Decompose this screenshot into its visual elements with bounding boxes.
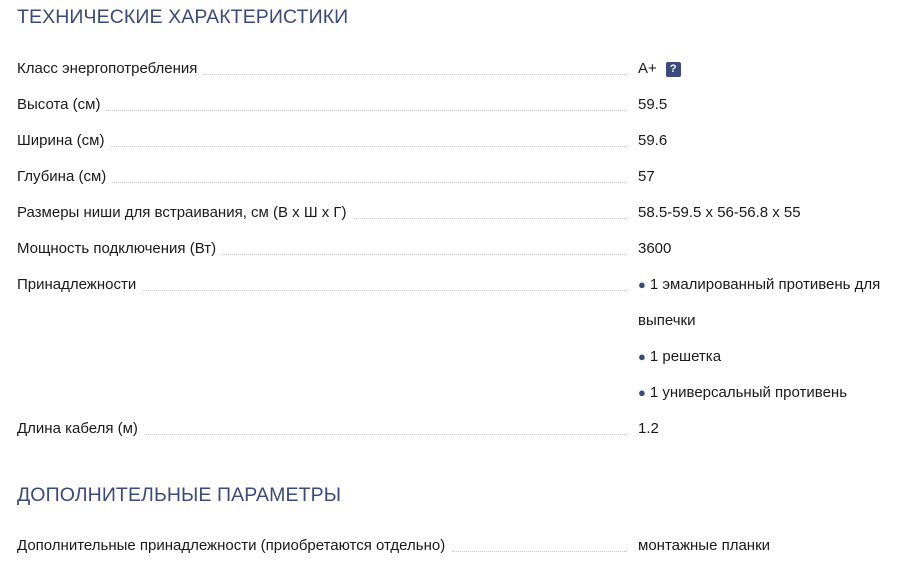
accessory-list-item: ● 1 эмалированный противень для: [638, 276, 881, 293]
spec-value: монтажные планки: [638, 537, 771, 554]
spec-value: A+ ?: [638, 59, 681, 79]
spec-row-width: [17, 123, 897, 159]
section-title-extra: ДОПОЛНИТЕЛЬНЫЕ ПАРАМЕТРЫ: [17, 484, 342, 506]
spec-label: Глубина (см): [17, 167, 112, 187]
spec-row-power: [17, 231, 897, 267]
question-mark-icon[interactable]: ?: [666, 62, 681, 77]
spec-value: 1.2: [638, 420, 659, 437]
spec-row-niche-size: [17, 195, 897, 231]
spec-value: 59.5: [638, 96, 668, 113]
bullet-icon: ●: [638, 277, 646, 292]
spec-row-cable-length: [17, 411, 897, 447]
spec-row-height: [17, 87, 897, 123]
spec-label: Принадлежности: [17, 275, 142, 295]
section-title-tech: ТЕХНИЧЕСКИЕ ХАРАКТЕРИСТИКИ: [17, 6, 349, 28]
dotted-leader: [17, 110, 627, 111]
spec-label: Высота (см): [17, 95, 106, 115]
bullet-icon: ●: [638, 349, 646, 364]
spec-label: Размеры ниши для встраивания, см (В х Ш х Г): [17, 203, 353, 223]
spec-row-depth: [17, 159, 897, 195]
spec-value: 58.5-59.5 x 56-56.8 x 55: [638, 204, 801, 221]
spec-label: Ширина (см): [17, 131, 110, 151]
spec-label: Длина кабеля (м): [17, 419, 144, 439]
spec-row-energy-class: [17, 51, 897, 87]
bullet-icon: ●: [638, 385, 646, 400]
accessory-list-item-continuation: выпечки: [638, 312, 696, 329]
spec-value: 59.6: [638, 132, 668, 149]
spec-label: Мощность подключения (Вт): [17, 239, 222, 259]
spec-value: 3600: [638, 240, 672, 257]
accessory-list-item: ● 1 универсальный противень: [638, 384, 848, 401]
spec-value: 57: [638, 168, 655, 185]
spec-label: Дополнительные принадлежности (приобретаются отдельно): [17, 536, 451, 556]
spec-row-optional-accessories: [17, 528, 897, 564]
spec-label: Класс энергопотребления: [17, 59, 203, 79]
accessory-list-item: ● 1 решетка: [638, 348, 722, 365]
